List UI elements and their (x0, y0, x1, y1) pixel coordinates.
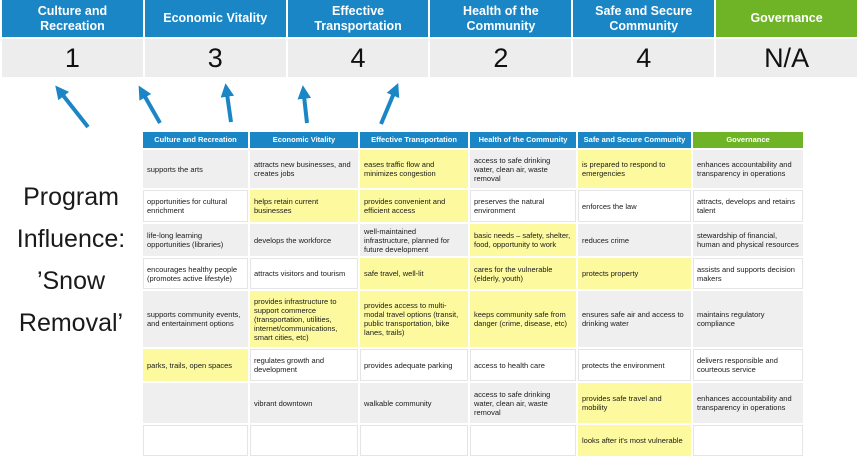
banner-score-cell: 1 (2, 39, 143, 77)
banner-score-cell: 2 (430, 39, 571, 77)
banner-header-row (2, 0, 857, 37)
matrix-cell: preserves the natural environment (470, 190, 576, 222)
banner-score-cell: N/A (716, 39, 857, 77)
matrix-cell: attracts new businesses, and creates jobs (250, 150, 358, 188)
program-title: Program Influence: ’Snow Removal’ (16, 183, 126, 337)
matrix-cell: is prepared to respond to emergencies (578, 150, 691, 188)
matrix-cell: protects property (578, 258, 691, 289)
matrix-cell (693, 425, 803, 456)
matrix-header-cell: Governance (693, 132, 803, 148)
banner-header-cell: Governance (716, 0, 857, 37)
matrix-cell: helps retain current businesses (250, 190, 358, 222)
influence-arrow-3 (227, 94, 231, 122)
matrix-cell: provides access to multi-modal travel options (transit, public transportation, bike lanes, trails) (360, 291, 468, 347)
matrix-cell: encourages healthy people (promotes active lifestyle) (143, 258, 248, 289)
banner-score-row (2, 39, 857, 77)
matrix-cell: keeps community safe from danger (crime, disease, etc) (470, 291, 576, 347)
matrix-cell: eases traffic flow and minimizes congestion (360, 150, 468, 188)
matrix-cell: access to safe drinking water, clean air, waste removal (470, 383, 576, 423)
matrix-cell: attracts visitors and tourism (250, 258, 358, 289)
influence-arrow-5 (381, 93, 394, 124)
matrix-cell: regulates growth and development (250, 349, 358, 381)
matrix-cell (250, 425, 358, 456)
influence-arrow-1 (62, 94, 88, 127)
matrix-header-cell: Effective Transportation (360, 132, 468, 148)
matrix-cell: supports community events, and entertainment options (143, 291, 248, 347)
matrix-cell (143, 425, 248, 456)
matrix-cell: well-maintained infrastructure, planned for future development (360, 224, 468, 256)
matrix-cell (360, 425, 468, 456)
matrix-cell: assists and supports decision makers (693, 258, 803, 289)
matrix-cell: provides safe travel and mobility (578, 383, 691, 423)
banner-header-cell: Culture and Recreation (2, 0, 143, 37)
matrix-cell: opportunities for cultural enrichment (143, 190, 248, 222)
matrix-cell: safe travel, well-lit (360, 258, 468, 289)
matrix-cell: looks after it's most vulnerable (578, 425, 691, 456)
banner-header-cell: Effective Transportation (288, 0, 429, 37)
influence-arrow-4 (304, 96, 307, 123)
matrix-header-cell: Culture and Recreation (143, 132, 248, 148)
matrix-cell: protects the environment (578, 349, 691, 381)
matrix-cell: maintains regulatory compliance (693, 291, 803, 347)
banner-header-cell: Economic Vitality (145, 0, 286, 37)
matrix-cell: enhances accountability and transparency in operations (693, 383, 803, 423)
matrix-cell: walkable community (360, 383, 468, 423)
banner-score-cell: 3 (145, 39, 286, 77)
matrix-cell: parks, trails, open spaces (143, 349, 248, 381)
banner-header-cell: Safe and Secure Community (573, 0, 714, 37)
matrix-cell (143, 383, 248, 423)
matrix-header-cell: Health of the Community (470, 132, 576, 148)
matrix-cell: delivers responsible and courteous service (693, 349, 803, 381)
influence-arrow-2 (144, 95, 160, 123)
banner-header-cell: Health of the Community (430, 0, 571, 37)
matrix-header-cell: Safe and Secure Community (578, 132, 691, 148)
matrix-cell: provides convenient and efficient access (360, 190, 468, 222)
matrix-cell: enhances accountability and transparency in operations (693, 150, 803, 188)
matrix-cell: life-long learning opportunities (libraries) (143, 224, 248, 256)
matrix-header-cell: Economic Vitality (250, 132, 358, 148)
matrix-cell: access to health care (470, 349, 576, 381)
banner-score-cell: 4 (573, 39, 714, 77)
matrix-cell: enforces the law (578, 190, 691, 222)
matrix-cell: supports the arts (143, 150, 248, 188)
matrix-cell: basic needs – safety, shelter, food, opportunity to work (470, 224, 576, 256)
matrix-cell: develops the workforce (250, 224, 358, 256)
matrix-cell: provides infrastructure to support commerce (transportation, utilities, internet/communications, smart cities, etc) (250, 291, 358, 347)
matrix-cell: access to safe drinking water, clean air, waste removal (470, 150, 576, 188)
matrix-cell: ensures safe air and access to drinking water (578, 291, 691, 347)
matrix-cell: stewardship of financial, human and physical resources (693, 224, 803, 256)
banner-score-cell: 4 (288, 39, 429, 77)
influence-matrix (143, 132, 805, 456)
matrix-cell: vibrant downtown (250, 383, 358, 423)
matrix-cell: reduces crime (578, 224, 691, 256)
matrix-cell: attracts, develops and retains talent (693, 190, 803, 222)
matrix-cell (470, 425, 576, 456)
matrix-cell: cares for the vulnerable (elderly, youth) (470, 258, 576, 289)
matrix-cell: provides adequate parking (360, 349, 468, 381)
